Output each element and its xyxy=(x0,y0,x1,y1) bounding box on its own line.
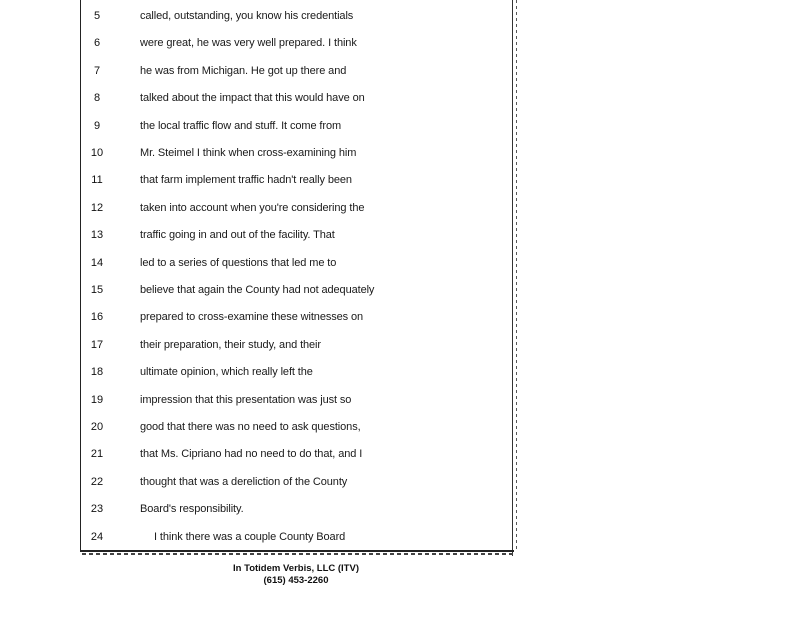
transcript-line xyxy=(0,335,512,355)
transcript-line xyxy=(0,88,512,108)
transcript-line xyxy=(0,170,512,190)
page-border-bottom xyxy=(80,550,514,552)
line-text: the local traffic flow and stuff. It come from xyxy=(140,119,342,132)
transcript-line xyxy=(0,61,512,81)
line-text: Mr. Steimel I think when cross-examining him xyxy=(140,147,357,159)
line-number: 5 xyxy=(93,10,101,22)
line-text: their preparation, their study, and their xyxy=(140,338,321,351)
line-number: 23 xyxy=(90,503,104,516)
transcript-line xyxy=(0,225,512,245)
line-text: I think there was a couple County Board xyxy=(154,530,346,543)
transcript-line xyxy=(0,116,512,136)
line-number: 16 xyxy=(90,311,104,324)
line-text: Board's responsibility. xyxy=(140,503,244,516)
line-number: 15 xyxy=(90,284,104,296)
line-number: 7 xyxy=(93,64,101,77)
page-footer xyxy=(180,563,412,587)
page-border-right xyxy=(512,0,513,556)
line-text: impression that this presentation was just so xyxy=(140,393,352,406)
line-number: 13 xyxy=(90,229,104,242)
transcript-line xyxy=(0,417,512,437)
line-text: were great, he was very well prepared. I think xyxy=(140,37,357,50)
transcript-line xyxy=(0,6,512,26)
transcript-line xyxy=(0,253,512,273)
line-number: 21 xyxy=(90,448,104,461)
page-border-left xyxy=(80,0,81,552)
line-text: taken into account when you're considering the xyxy=(140,201,365,214)
transcript-line xyxy=(0,390,512,410)
line-text: he was from Michigan. He got up there and xyxy=(140,64,347,77)
line-text: good that there was no need to ask questions, xyxy=(140,421,361,433)
transcript-line xyxy=(0,143,512,163)
line-text: traffic going in and out of the facility. That xyxy=(140,229,335,242)
page-border-right-shadow xyxy=(516,0,517,552)
line-text: prepared to cross-examine these witnesses on xyxy=(140,311,364,324)
transcript-line xyxy=(0,499,512,519)
line-text: ultimate opinion, which really left the xyxy=(140,366,313,379)
transcript-line xyxy=(0,362,512,382)
line-number: 12 xyxy=(90,201,104,214)
line-text: thought that was a dereliction of the County xyxy=(140,475,348,488)
line-number: 22 xyxy=(90,475,104,488)
line-number: 14 xyxy=(90,256,104,269)
line-number: 18 xyxy=(90,366,104,379)
transcript-line xyxy=(0,33,512,53)
transcript-line xyxy=(0,472,512,492)
line-number: 8 xyxy=(93,92,101,105)
page-border-bottom-shadow xyxy=(82,553,516,555)
line-number: 10 xyxy=(90,147,104,159)
transcript-line xyxy=(0,444,512,464)
line-number: 24 xyxy=(90,530,104,543)
line-text: called, outstanding, you know his credentials xyxy=(140,10,354,22)
line-number: 17 xyxy=(90,338,104,351)
footer-phone: (615) 453-2260 xyxy=(263,575,329,586)
line-text: that farm implement traffic hadn't really been xyxy=(140,174,352,187)
line-number: 19 xyxy=(90,393,104,406)
transcript-line xyxy=(0,280,512,300)
transcript-line xyxy=(0,527,512,547)
line-number: 11 xyxy=(91,174,103,187)
line-number: 9 xyxy=(93,119,101,132)
footer-company: In Totidem Verbis, LLC (ITV) xyxy=(233,563,359,574)
transcript-line xyxy=(0,307,512,327)
line-number: 20 xyxy=(90,421,104,433)
line-text: talked about the impact that this would have on xyxy=(140,92,365,105)
transcript-line xyxy=(0,198,512,218)
line-text: that Ms. Cipriano had no need to do that, and I xyxy=(140,448,363,461)
line-text: believe that again the County had not adequately xyxy=(140,284,375,296)
line-number: 6 xyxy=(93,37,101,50)
line-text: led to a series of questions that led me to xyxy=(140,256,337,269)
